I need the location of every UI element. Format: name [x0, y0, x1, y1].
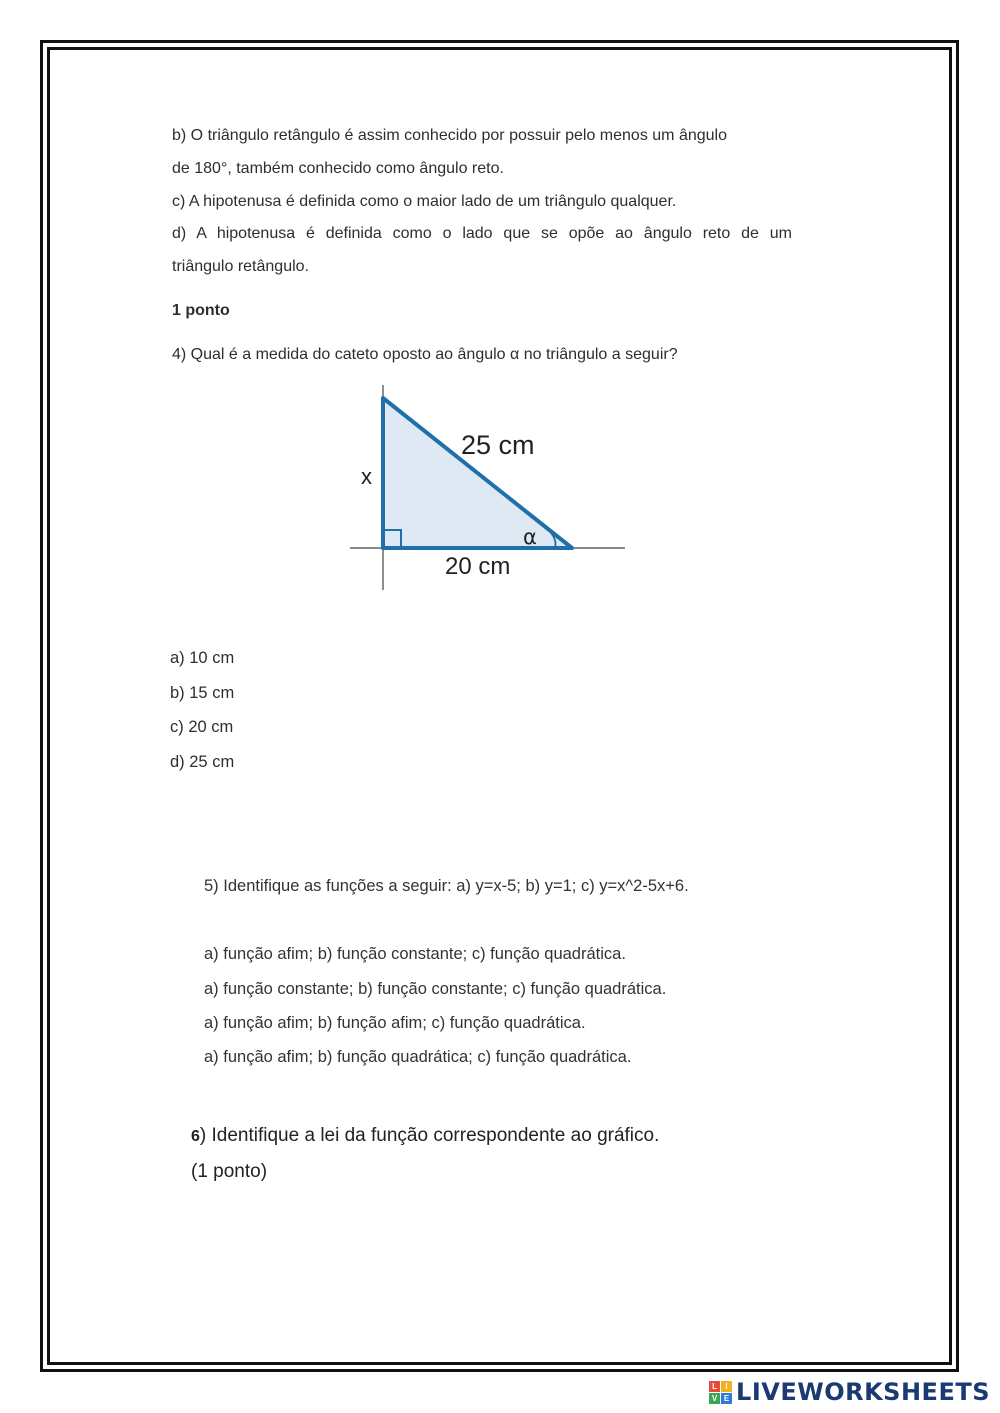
q5-option-4[interactable]: a) função afim; b) função quadrática; c) função quadrática. — [204, 1048, 632, 1066]
q4-option-a[interactable]: a) 10 cm — [170, 649, 235, 667]
q4-points: 1 ponto — [172, 302, 230, 319]
triangle-shape — [383, 398, 572, 548]
right-triangle-figure — [345, 380, 630, 595]
q3-option-c: c) A hipotenusa é definida como o maior lado de um triângulo qualquer. — [172, 193, 677, 210]
liveworksheets-logo-icon — [709, 1381, 732, 1404]
q6-prompt: ) Identifique a lei da função correspondente ao gráfico. — [199, 1125, 660, 1146]
q4-option-d[interactable]: d) 25 cm — [170, 753, 235, 771]
liveworksheets-logo[interactable] — [709, 1378, 990, 1406]
q5-option-3[interactable]: a) função afim; b) função afim; c) função quadrática. — [204, 1014, 586, 1032]
q4-prompt: 4) Qual é a medida do cateto oposto ao ângulo α no triângulo a seguir? — [172, 346, 678, 363]
page-border-inner — [47, 47, 952, 1365]
q5-prompt: 5) Identifique as funções a seguir: a) y=x-5; b) y=1; c) y=x^2-5x+6. — [204, 877, 689, 895]
q3-option-b-line1: b) O triângulo retângulo é assim conhecido por possuir pelo menos um ângulo — [172, 127, 727, 144]
logo-tile-e: E — [721, 1393, 732, 1404]
base-label: 20 cm — [445, 553, 511, 580]
hypotenuse-label: 25 cm — [461, 430, 535, 460]
q5-option-2[interactable]: a) função constante; b) função constante; c) função quadrática. — [204, 980, 667, 998]
q3-option-d-line2: triângulo retângulo. — [172, 258, 309, 275]
q4-option-b[interactable]: b) 15 cm — [170, 684, 235, 702]
q4-option-c[interactable]: c) 20 cm — [170, 718, 234, 736]
logo-tile-i: I — [721, 1381, 732, 1392]
q3-option-b-line2: de 180°, também conhecido como ângulo reto. — [172, 160, 504, 177]
q6-points: (1 ponto) — [191, 1161, 268, 1182]
q6-number: 6 — [191, 1128, 200, 1145]
liveworksheets-brand-text: LIVEWORKSHEETS — [736, 1378, 990, 1406]
logo-tile-v: V — [709, 1393, 720, 1404]
logo-tile-l: L — [709, 1381, 720, 1392]
height-label: x — [361, 464, 372, 489]
q3-option-d-line1: d) A hipotenusa é definida como o lado que se opõe ao ângulo reto de um — [172, 225, 792, 242]
angle-label: α — [523, 525, 537, 549]
q5-option-1[interactable]: a) função afim; b) função constante; c) função quadrática. — [204, 945, 626, 963]
q6-prompt-line — [191, 1125, 659, 1147]
